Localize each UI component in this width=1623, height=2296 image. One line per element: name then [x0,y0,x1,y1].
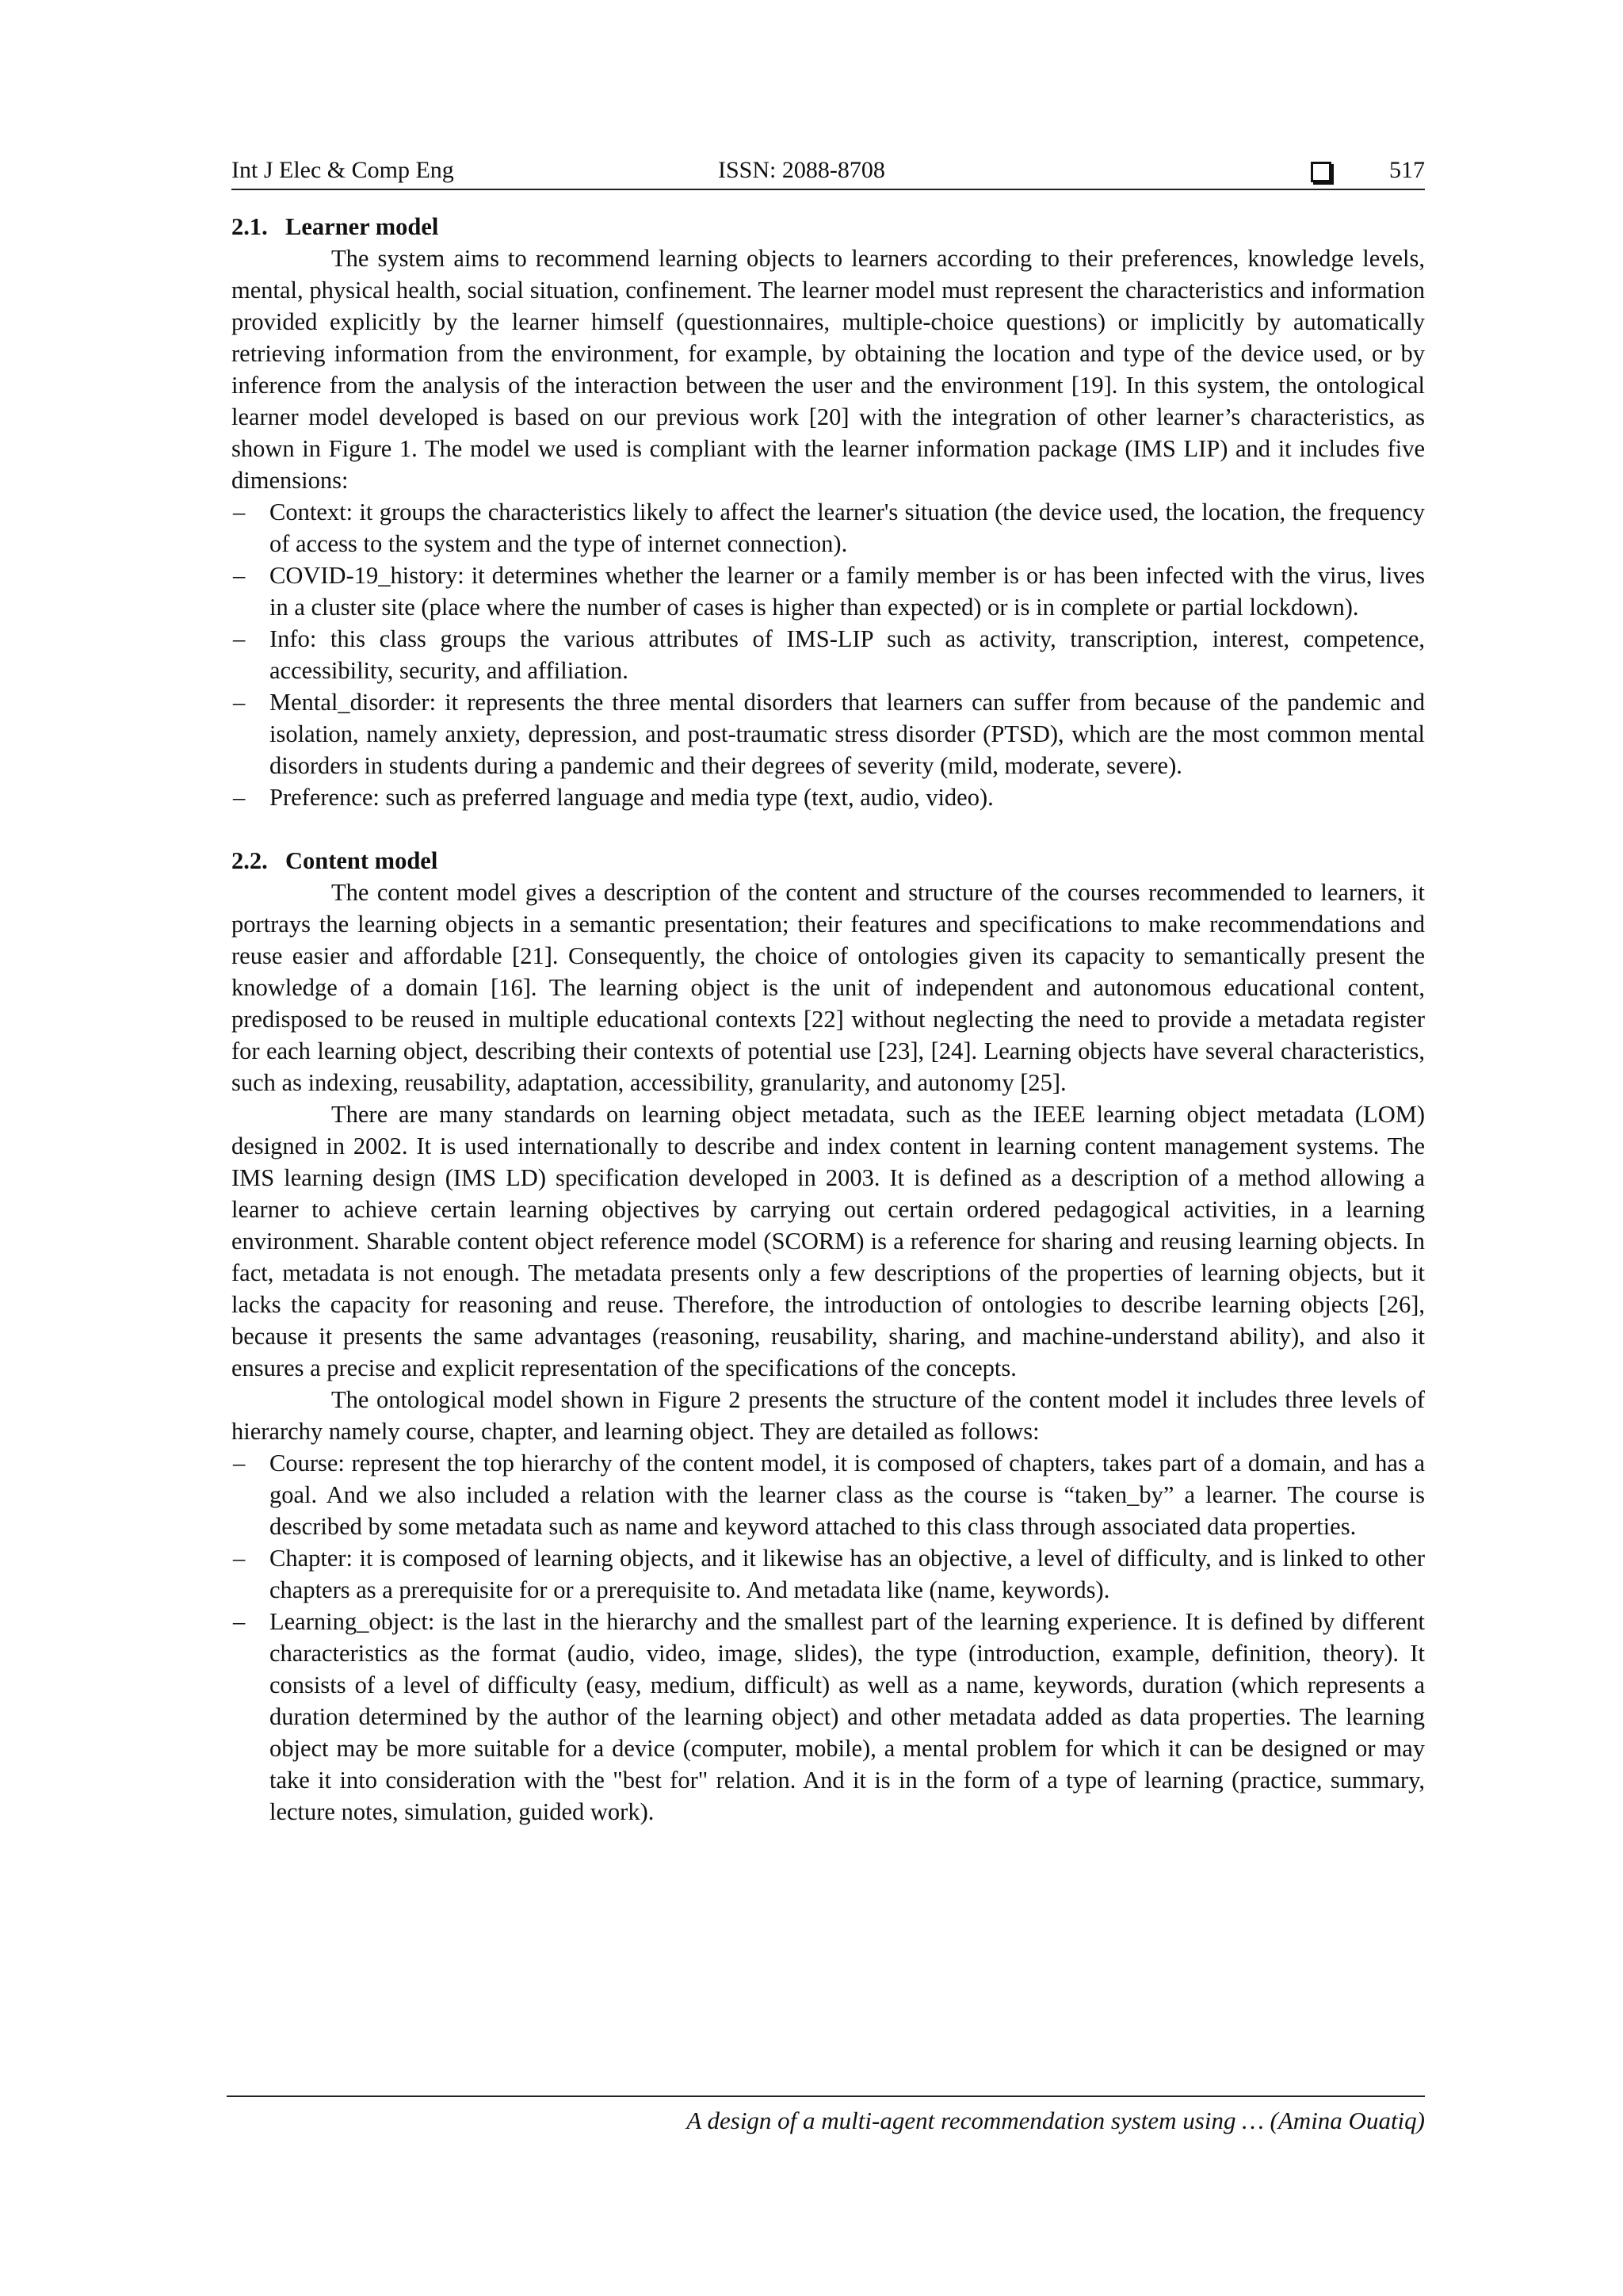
section-number: 2.2. [231,847,268,874]
body-text [231,211,1425,1828]
paragraph: The ontological model shown in Figure 2 presents the structure of the content model it includes three levels of hierarchy namely course, chapter, and learning object. They are detailed as follows: [231,1386,1425,1445]
paragraph: The content model gives a description of the content and structure of the courses recommended to learners, it portrays the learning objects in a semantic presentation; their features and specifications to make recommendations and reuse easier and affordable [21]. Consequently, the choice of ontologies given its capacity to semantically present the knowledge of a domain [16]. The learning object is the unit of independent and autonomous educational content, predisposed to be reused in multiple educational contexts [22] without neglecting the need to provide a metadata register for each learning object, describing their contexts of potential use [23], [24]. Learning objects have several characteristics, such as indexing, reusability, adaptation, accessibility, granularity, and autonomy [25]. [231,879,1425,1096]
list-item: – Course: represent the top hierarchy of the content model, it is composed of chapters, takes part of a domain, and has a goal. And we also included a relation with the learner class as the course is “taken_by” a learner. The course is described by some metadata such as name and keyword attached to this class through associated data properties. [231,1447,1425,1542]
section-title: Content model [285,847,438,874]
hierarchy-list [231,1447,1425,1828]
list-item: – COVID-19_history: it determines whether the learner or a family member is or has been infected with the virus, lives in a cluster site (place where the number of cases is higher than expected) or is in complete or partial lockdown). [231,560,1425,623]
list-item: – Preference: such as preferred language and media type (text, audio, video). [231,781,1425,813]
paragraph: The system aims to recommend learning objects to learners according to their preferences, knowledge levels, mental, physical health, social situation, confinement. The learner model must represent the characteristics and information provided explicitly by the learner himself (questionnaires, multiple-choice questions) or implicitly by automatically retrieving information from the environment, for example, by obtaining the location and type of the device used, or by inference from the analysis of the interaction between the user and the environment [19]. In this system, the ontological learner model developed is based on our previous work [20] with the integration of other learner’s characteristics, as shown in Figure 1. The model we used is compliant with the learner information package (IMS LIP) and it includes five dimensions: [231,245,1425,494]
running-header [231,155,1425,190]
checkbox-square-icon [1311,162,1331,182]
issn: ISSN: 2088-8708 [718,157,885,183]
section-number: 2.1. [231,213,268,240]
list-item: – Context: it groups the characteristics likely to affect the learner's situation (the device used, the location, the frequency of access to the system and the type of internet connection). [231,496,1425,560]
journal-name: Int J Elec & Comp Eng [231,157,454,183]
section-gap [231,813,1425,845]
page-number: 517 [1389,157,1425,183]
running-footer [227,2095,1425,2137]
paragraph: There are many standards on learning object metadata, such as the IEEE learning object metadata (LOM) designed in 2002. It is used internationally to describe and index content in learning content management systems. The IMS learning design (IMS LD) specification developed in 2003. It is defined as a description of a method allowing a learner to achieve certain learning objectives by carrying out certain ordered pedagogical activities, in a learning environment. Sharable content object reference model (SCORM) is a reference for sharing and reusing learning objects. In fact, metadata is not enough. The metadata presents only a few descriptions of the properties of learning objects, but it lacks the capacity for reasoning and reuse. Therefore, the introduction of ontologies to describe learning objects [26], because it presents the same advantages (reasoning, reusability, sharing, and machine-understand ability), and also it ensures a precise and explicit representation of the specifications of the concepts. [231,1101,1425,1381]
dimension-list [231,496,1425,813]
section-heading-content-model [231,845,1425,877]
list-item: – Chapter: it is composed of learning objects, and it likewise has an objective, a level of difficulty, and is linked to other chapters as a prerequisite for or a prerequisite to. And metadata like (name, keywords). [231,1542,1425,1606]
page [231,155,1425,1828]
list-item: – Mental_disorder: it represents the three mental disorders that learners can suffer from because of the pandemic and isolation, namely anxiety, depression, and post-traumatic stress disorder (PTSD), which are the most common mental disorders in students during a pandemic and their degrees of severity (mild, moderate, severe). [231,686,1425,781]
section-heading-learner-model [231,211,1425,243]
list-item: – Info: this class groups the various attributes of IMS-LIP such as activity, transcription, interest, competence, accessibility, security, and affiliation. [231,623,1425,686]
footer-citation: A design of a multi-agent recommendation system using … (Amina Ouatiq) [686,2107,1425,2134]
section-title: Learner model [285,213,439,240]
list-item: – Learning_object: is the last in the hierarchy and the smallest part of the learning experience. It is defined by different characteristics as the format (audio, video, image, slides), the type (introduction, example, definition, theory). It consists of a level of difficulty (easy, medium, difficult) as well as a name, keywords, duration (which represents a duration determined by the author of the learning object) and other metadata added as data properties. The learning object may be more suitable for a device (computer, mobile), a mental problem for which it can be designed or may take it into consideration with the "best for" relation. And it is in the form of a type of learning (practice, summary, lecture notes, simulation, guided work). [231,1606,1425,1828]
